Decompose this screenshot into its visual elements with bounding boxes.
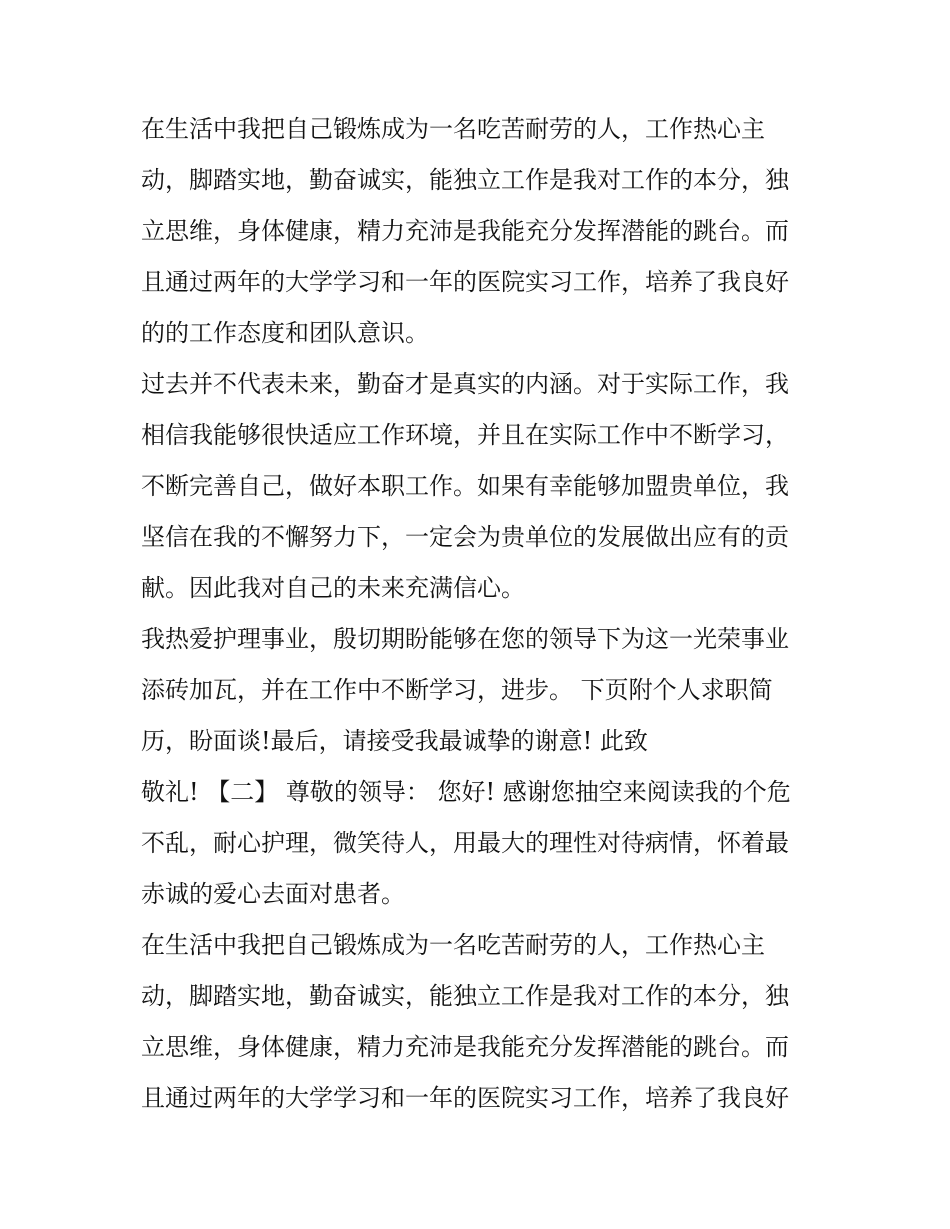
text-line: 动，脚踏实地，勤奋诚实，能独立工作是我对工作的本分，独 (141, 982, 789, 1010)
text-line: 献。因此我对自己的未来充满信心。 (141, 574, 525, 602)
text-line: 敬礼! 【二】 尊敬的领导： 您好! 感谢您抽空来阅读我的个危 (141, 778, 791, 806)
text-line: 不断完善自己，做好本职工作。如果有幸能够加盟贵单位，我 (141, 472, 789, 500)
text-line: 且通过两年的大学学习和一年的医院实习工作，培养了我良好 (141, 1084, 789, 1112)
text-line: 不乱，耐心护理，微笑待人，用最大的理性对待病情，怀着最 (141, 829, 789, 857)
text-line: 相信我能够很快适应工作环境，并且在实际工作中不断学习， (141, 421, 789, 449)
text-line: 我热爱护理事业，殷切期盼能够在您的领导下为这一光荣事业 (141, 625, 789, 653)
body-text (141, 104, 831, 1124)
text-line: 添砖加瓦，并在工作中不断学习，进步。 下页附个人求职简 (141, 676, 773, 704)
text-line: 且通过两年的大学学习和一年的医院实习工作，培养了我良好 (141, 268, 789, 296)
text-line: 历，盼面谈!最后，请接受我最诚挚的谢意! 此致 (141, 727, 648, 755)
text-line: 在生活中我把自己锻炼成为一名吃苦耐劳的人，工作热心主 (141, 115, 765, 143)
text-line: 坚信在我的不懈努力下，一定会为贵单位的发展做出应有的贡 (141, 523, 789, 551)
text-line: 立思维，身体健康，精力充沛是我能充分发挥潜能的跳台。而 (141, 217, 789, 245)
text-line: 立思维，身体健康，精力充沛是我能充分发挥潜能的跳台。而 (141, 1033, 789, 1061)
text-line: 赤诚的爱心去面对患者。 (141, 880, 405, 908)
text-line: 的的工作态度和团队意识。 (141, 319, 429, 347)
text-line: 动，脚踏实地，勤奋诚实，能独立工作是我对工作的本分，独 (141, 166, 789, 194)
text-line: 过去并不代表未来，勤奋才是真实的内涵。对于实际工作，我 (141, 370, 789, 398)
text-line: 在生活中我把自己锻炼成为一名吃苦耐劳的人，工作热心主 (141, 931, 765, 959)
